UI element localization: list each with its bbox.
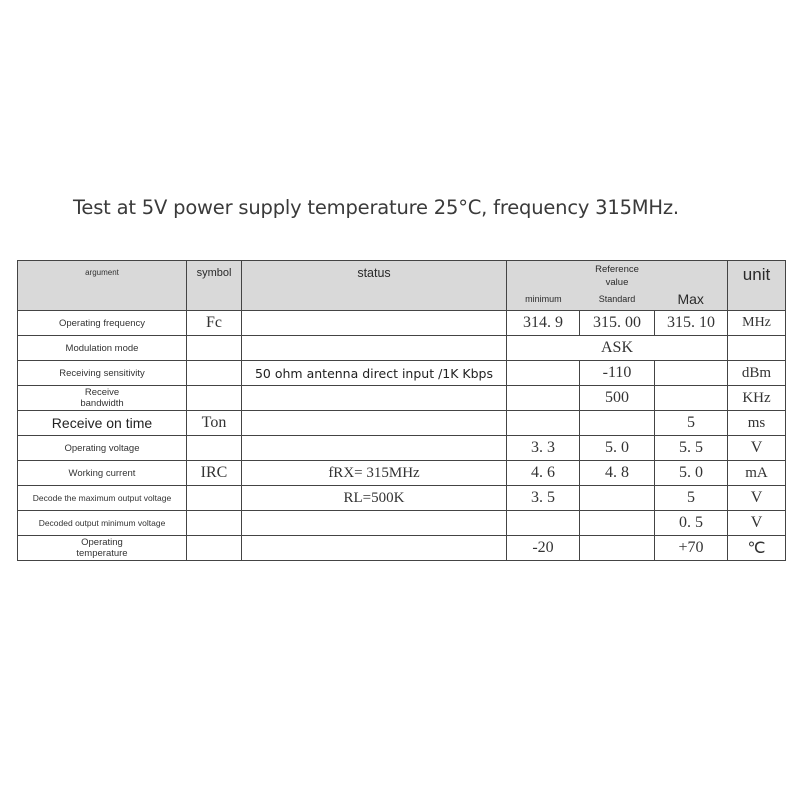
row-argument: Decode the maximum output voltage [18,486,187,511]
row-symbol: Fc [187,311,242,336]
row-unit: KHz [728,386,786,411]
row-symbol [187,386,242,411]
row-min: 314. 9 [507,311,580,336]
row-min: -20 [507,536,580,561]
row-symbol [187,536,242,561]
table-row [18,386,786,411]
row-std: 5. 0 [580,436,655,461]
header-symbol: symbol [187,261,242,311]
row-symbol [187,336,242,361]
row-min: 3. 3 [507,436,580,461]
row-status [242,311,507,336]
row-symbol [187,486,242,511]
row-max: 5 [655,411,728,436]
row-unit: mA [728,461,786,486]
header-minimum: minimum [525,294,562,304]
row-max: 0. 5 [655,511,728,536]
row-argument: Working current [18,461,187,486]
row-std [580,536,655,561]
row-unit: dBm [728,361,786,386]
row-unit: ℃ [728,536,786,561]
table-row [18,336,786,361]
row-span-value: ASK [507,336,728,361]
header-max: Max [677,291,704,307]
row-min: 3. 5 [507,486,580,511]
row-unit: V [728,511,786,536]
header-unit: unit [728,261,786,311]
header-argument: argument [18,261,187,311]
row-min [507,386,580,411]
row-unit: V [728,436,786,461]
page-title: Test at 5V power supply temperature 25°C, frequency 315MHz. [73,196,679,219]
row-std [580,511,655,536]
row-argument: Decoded output minimum voltage [18,511,187,536]
table-row [18,486,786,511]
header-status: status [242,261,507,311]
row-unit: ms [728,411,786,436]
row-argument: Modulation mode [18,336,187,361]
row-status [242,536,507,561]
row-symbol: Ton [187,411,242,436]
row-argument: Receive on time [18,411,187,436]
row-std [580,411,655,436]
table-row [18,311,786,336]
header-reference-line1: Reference [595,264,639,275]
row-status: fRX= 315MHz [242,461,507,486]
row-std: 500 [580,386,655,411]
row-max: 5 [655,486,728,511]
row-max: 315. 10 [655,311,728,336]
row-std: 315. 00 [580,311,655,336]
table-row [18,536,786,561]
row-status: RL=500K [242,486,507,511]
row-status [242,511,507,536]
row-max: 5. 5 [655,436,728,461]
row-std: -110 [580,361,655,386]
row-argument: Operating voltage [18,436,187,461]
row-min [507,361,580,386]
row-symbol [187,361,242,386]
row-std: 4. 8 [580,461,655,486]
row-min [507,511,580,536]
row-unit: V [728,486,786,511]
row-status: 50 ohm antenna direct input /1K Kbps [242,361,507,386]
header-reference-value [507,261,728,311]
row-argument: Operating frequency [18,311,187,336]
row-symbol: IRC [187,461,242,486]
table-row [18,461,786,486]
table-row [18,436,786,461]
header-row [18,261,786,311]
row-unit [728,336,786,361]
header-reference-line2: value [605,277,629,288]
row-max: +70 [655,536,728,561]
header-standard: Standard [598,294,636,304]
row-argument: Operating temperature [18,536,187,561]
spec-table [17,260,786,561]
row-min [507,411,580,436]
row-min: 4. 6 [507,461,580,486]
row-argument: Receive bandwidth [18,386,187,411]
row-status [242,336,507,361]
row-argument: Receiving sensitivity [18,361,187,386]
row-max [655,361,728,386]
table-row [18,511,786,536]
row-symbol [187,436,242,461]
table-row [18,411,786,436]
row-max [655,386,728,411]
table-row [18,361,786,386]
row-status [242,411,507,436]
row-max: 5. 0 [655,461,728,486]
row-unit: MHz [728,311,786,336]
row-symbol [187,511,242,536]
row-status [242,436,507,461]
row-status [242,386,507,411]
row-std [580,486,655,511]
